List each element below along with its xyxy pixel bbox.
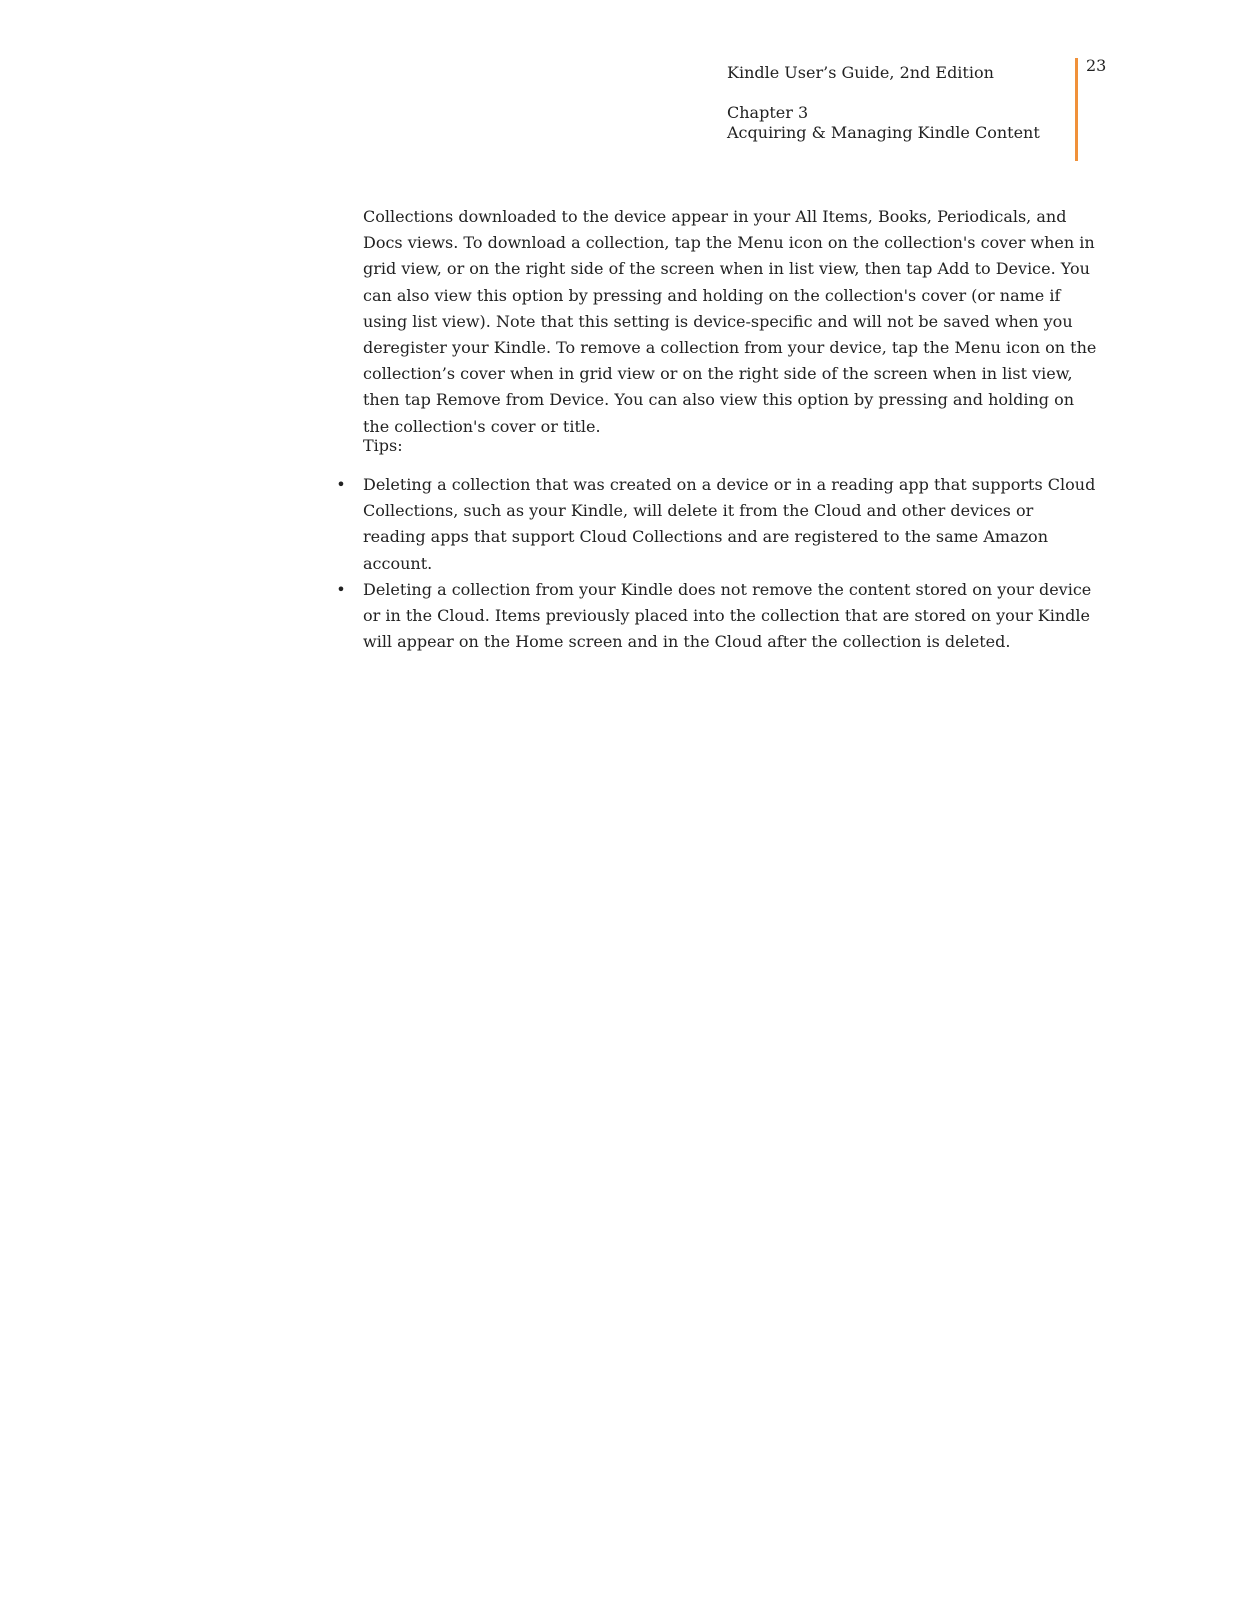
tip-text: Deleting a collection from your Kindle does not remove the content stored on your device or in the Cloud. Items previously placed into the collection that are stored on your Kindle will appear on the Home screen and in the Cloud after the collection is deleted. <box>363 579 1092 652</box>
list-item <box>336 577 1098 656</box>
tips-label: Tips: <box>363 436 403 455</box>
chapter-number: Chapter 3 <box>727 103 809 122</box>
list-item <box>336 472 1098 577</box>
bullet-icon: • <box>336 579 346 599</box>
tip-text: Deleting a collection that was created on a device or in a reading app that supports Cloud Collections, such as your Kindle, will delete it from the Cloud and other devices or reading apps that support Cloud Collections and are registered to the same Amazon account. <box>363 475 1096 573</box>
page-header <box>727 63 1067 143</box>
tips-list <box>336 472 1098 655</box>
chapter-title: Acquiring & Managing Kindle Content <box>727 123 1040 142</box>
body-paragraph: Collections downloaded to the device appear in your All Items, Books, Periodicals, and Docs views. To download a collection, tap the Menu icon on the collection's cover when in grid view, or on the right side of the screen when in list view, then tap Add to Device. You can also view this option by pressing and holding on the collection's cover (or name if using list view). Note that this setting is device-specific and will not be saved when you deregister your Kindle. To remove a collection from your device, tap the Menu icon on the collection’s cover when in grid view or on the right side of the screen when in list view, then tap Remove from Device. You can also view this option by pressing and holding on the collection's cover or title. <box>363 207 1097 436</box>
header-accent-rule <box>1075 58 1078 161</box>
page-number: 23 <box>1086 56 1107 75</box>
bullet-icon: • <box>336 475 346 494</box>
guide-title: Kindle User’s Guide, 2nd Edition <box>727 63 994 82</box>
